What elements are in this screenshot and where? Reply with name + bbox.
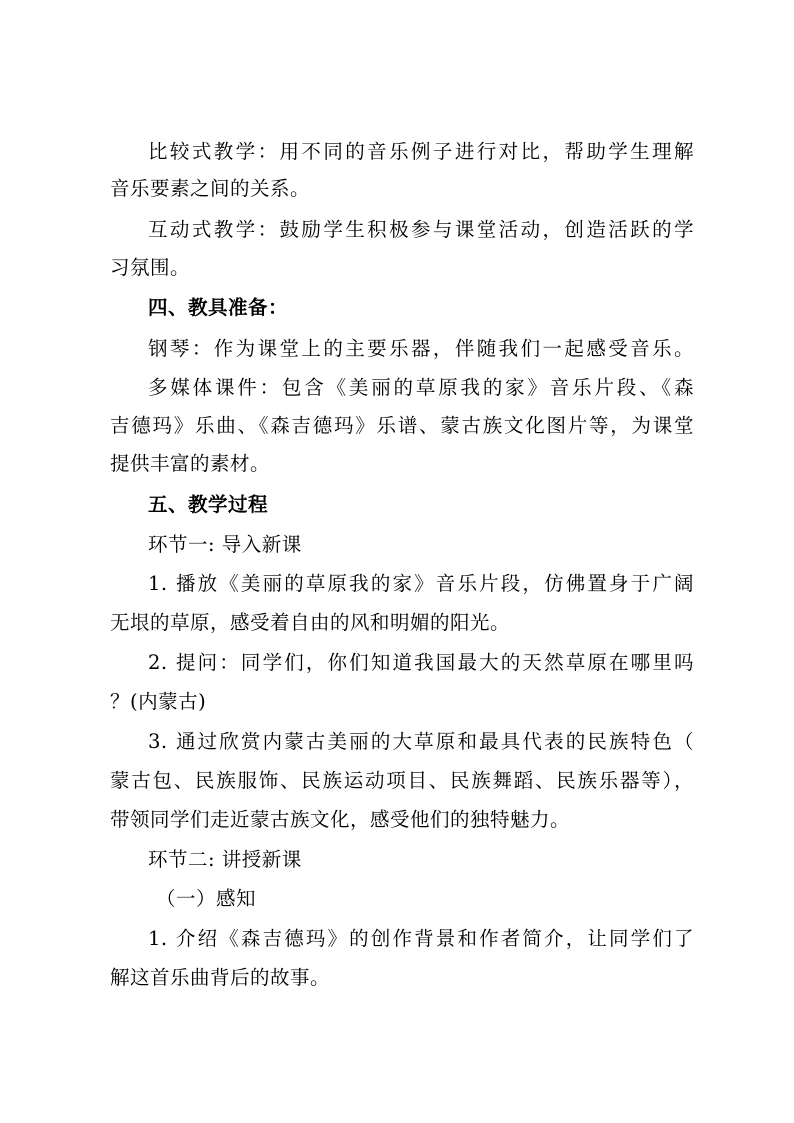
- subsection-heading: 环节一: 导入新课: [148, 533, 302, 556]
- paragraph-line: 习氛围。: [110, 256, 191, 279]
- paragraph-line: 3. 通过欣赏内蒙古美丽的大草原和最具代表的民族特色（: [148, 730, 694, 753]
- section-heading: 四、教具准备：: [148, 296, 289, 319]
- paragraph-line: 2. 提问：同学们，你们知道我国最大的天然草原在哪里吗: [148, 651, 694, 674]
- paragraph-line: 无垠的草原，感受着自由的风和明媚的阳光。: [110, 611, 511, 634]
- paragraph-line: ？(内蒙古): [110, 690, 207, 713]
- section-heading: 五、教学过程: [148, 493, 269, 516]
- paragraph-line: 1. 介绍《森吉德玛》的创作背景和作者简介，让同学们了: [148, 927, 694, 950]
- paragraph-line: 吉德玛》乐曲、《森吉德玛》乐谱、蒙古族文化图片等，为课堂: [110, 414, 694, 437]
- subsection-heading: （一）感知: [156, 887, 257, 910]
- paragraph-line: 多媒体课件：包含《美丽的草原我的家》音乐片段、《森: [148, 376, 694, 399]
- subsection-heading: 环节二: 讲授新课: [148, 848, 302, 871]
- paragraph-line: 提供丰富的素材。: [110, 452, 271, 475]
- paragraph-line: 钢琴：作为课堂上的主要乐器，伴随我们一起感受音乐。: [148, 337, 694, 360]
- paragraph-line: 比较式教学：用不同的音乐例子进行对比，帮助学生理解: [148, 140, 694, 163]
- paragraph-line: 蒙古包、民族服饰、民族运动项目、民族舞蹈、民族乐器等），: [110, 769, 694, 792]
- paragraph-line: 解这首乐曲背后的故事。: [110, 966, 331, 989]
- paragraph-line: 带领同学们走近蒙古族文化，感受他们的独特魅力。: [110, 808, 571, 831]
- paragraph-line: 音乐要素之间的关系。: [110, 177, 311, 200]
- paragraph-line: 互动式教学：鼓励学生积极参与课堂活动，创造活跃的学: [148, 218, 694, 241]
- paragraph-line: 1. 播放《美丽的草原我的家》音乐片段，仿佛置身于广阔: [148, 572, 694, 595]
